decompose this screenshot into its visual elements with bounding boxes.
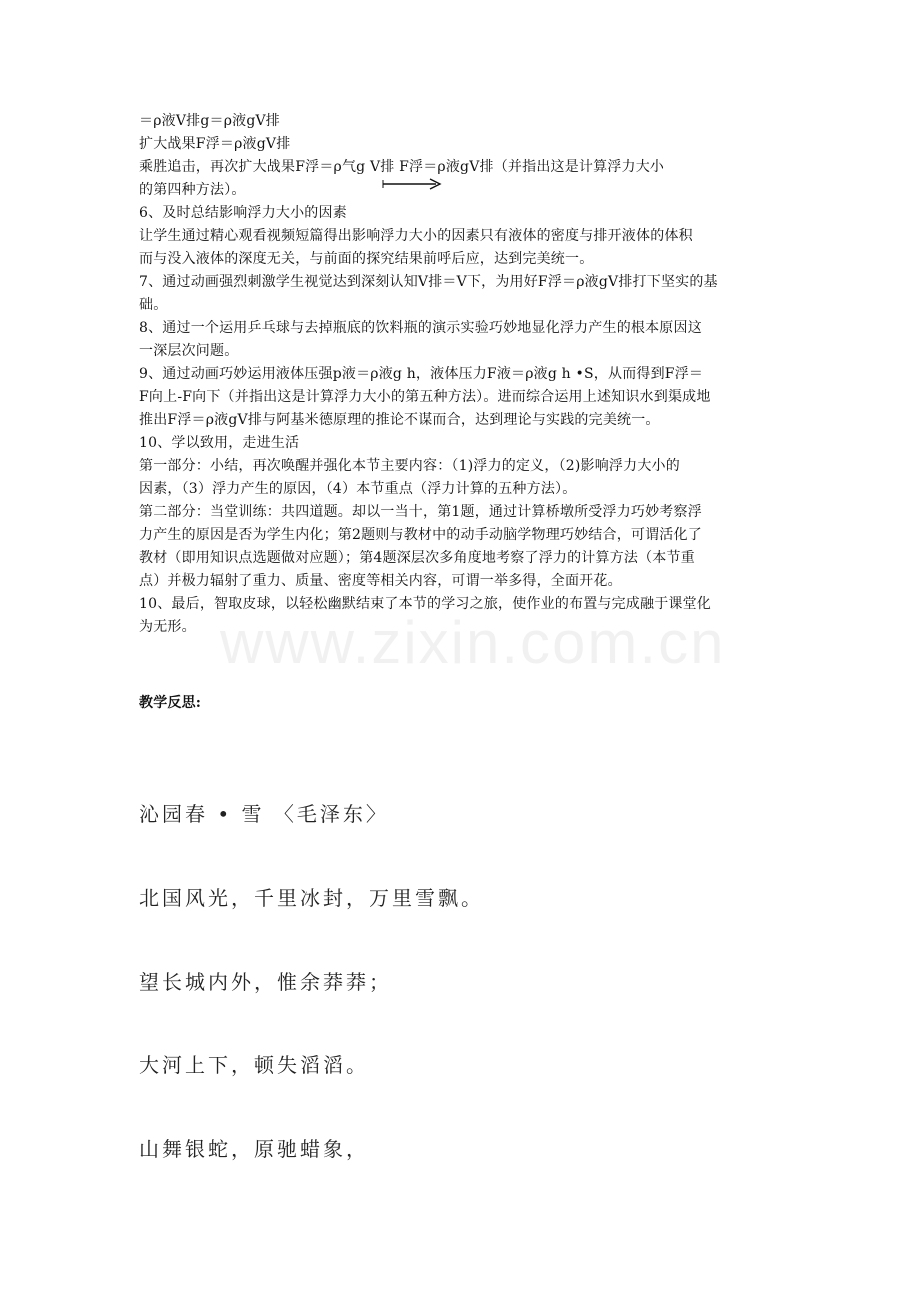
text-line: F向上-F向下（并指出这是计算浮力大小的第五种方法）。进而综合运用上述知识水到渠成地 — [139, 389, 711, 405]
text-line: 一深层次问题。 — [139, 343, 239, 359]
text-line: 为无形。 — [139, 619, 196, 635]
text-line: 6、及时总结影响浮力大小的因素 — [139, 205, 347, 221]
text-line: 推出F浮＝ρ液gV排与阿基米德原理的推论不谋而合，达到理论与实践的完美统一。 — [139, 412, 660, 428]
text-line: 因素，（3）浮力产生的原因，（4）本节重点（浮力计算的五种方法）。 — [139, 481, 577, 497]
text-line: 力产生的原因是否为学生内化；第2题则与教材中的动手动脑学物理巧妙结合，可谓活化了 — [139, 527, 702, 543]
text-line: 扩大战果F浮＝ρ液gV排 — [139, 136, 291, 152]
text-line: ＝ρ液V排g＝ρ液gV排 — [139, 113, 281, 129]
poem-title: 沁园春 • 雪 〈毛泽东〉 — [139, 802, 389, 826]
right-arrow-icon — [382, 178, 444, 190]
poem-line: 望长城内外，惟余莽莽； — [139, 970, 392, 994]
text-line: 点）并极力辐射了重力、质量、密度等相关内容，可谓一举多得，全面开花。 — [139, 573, 622, 589]
text-line: 础。 — [139, 297, 168, 313]
section-heading: 教学反思: — [139, 695, 202, 711]
text-line: 10、最后，智取皮球，以轻松幽默结束了本节的学习之旅，使作业的布置与完成融于课堂化 — [139, 596, 712, 612]
text-line: 9、通过动画巧妙运用液体压强p液＝ρ液g h，液体压力F液＝ρ液g h •S，从而得到F浮＝ — [139, 366, 704, 382]
text-line: 乘胜追击，再次扩大战果F浮＝ρ气g V排 F浮＝ρ液gV排（并指出这是计算浮力大小 — [139, 159, 665, 175]
text-line: 的第四种方法）。 — [139, 182, 246, 198]
text-line: 让学生通过精心观看视频短篇得出影响浮力大小的因素只有液体的密度与排开液体的体积 — [139, 228, 693, 244]
poem-line: 大河上下，顿失滔滔。 — [139, 1053, 369, 1077]
poem-line: 山舞银蛇，原驰蜡象， — [139, 1137, 369, 1161]
text-line: 第一部分：小结，再次唤醒并强化本节主要内容：（1)浮力的定义，（2)影响浮力大小的 — [139, 458, 680, 474]
text-line: 教材（即用知识点选题做对应题）；第4题深层次多角度地考察了浮力的计算方法（本节重 — [139, 550, 695, 566]
text-line: 7、通过动画强烈刺激学生视觉达到深刻认知V排＝V下，为用好F浮＝ρ液gV排打下坚实的基 — [139, 274, 718, 290]
text-line: 8、通过一个运用乒乓球与去掉瓶底的饮料瓶的演示实验巧妙地显化浮力产生的根本原因这 — [139, 320, 702, 336]
text-line: 第二部分：当堂训练：共四道题。却以一当十，第1题，通过计算桥墩所受浮力巧妙考察浮 — [139, 504, 702, 520]
poem-line: 北国风光，千里冰封，万里雪飘。 — [139, 886, 484, 910]
watermark: www.zixin.com.cn — [220, 609, 726, 676]
text-line: 而与没入液体的深度无关，与前面的探究结果前呼后应，达到完美统一。 — [139, 251, 594, 267]
text-line: 10、学以致用，走进生活 — [139, 435, 300, 451]
